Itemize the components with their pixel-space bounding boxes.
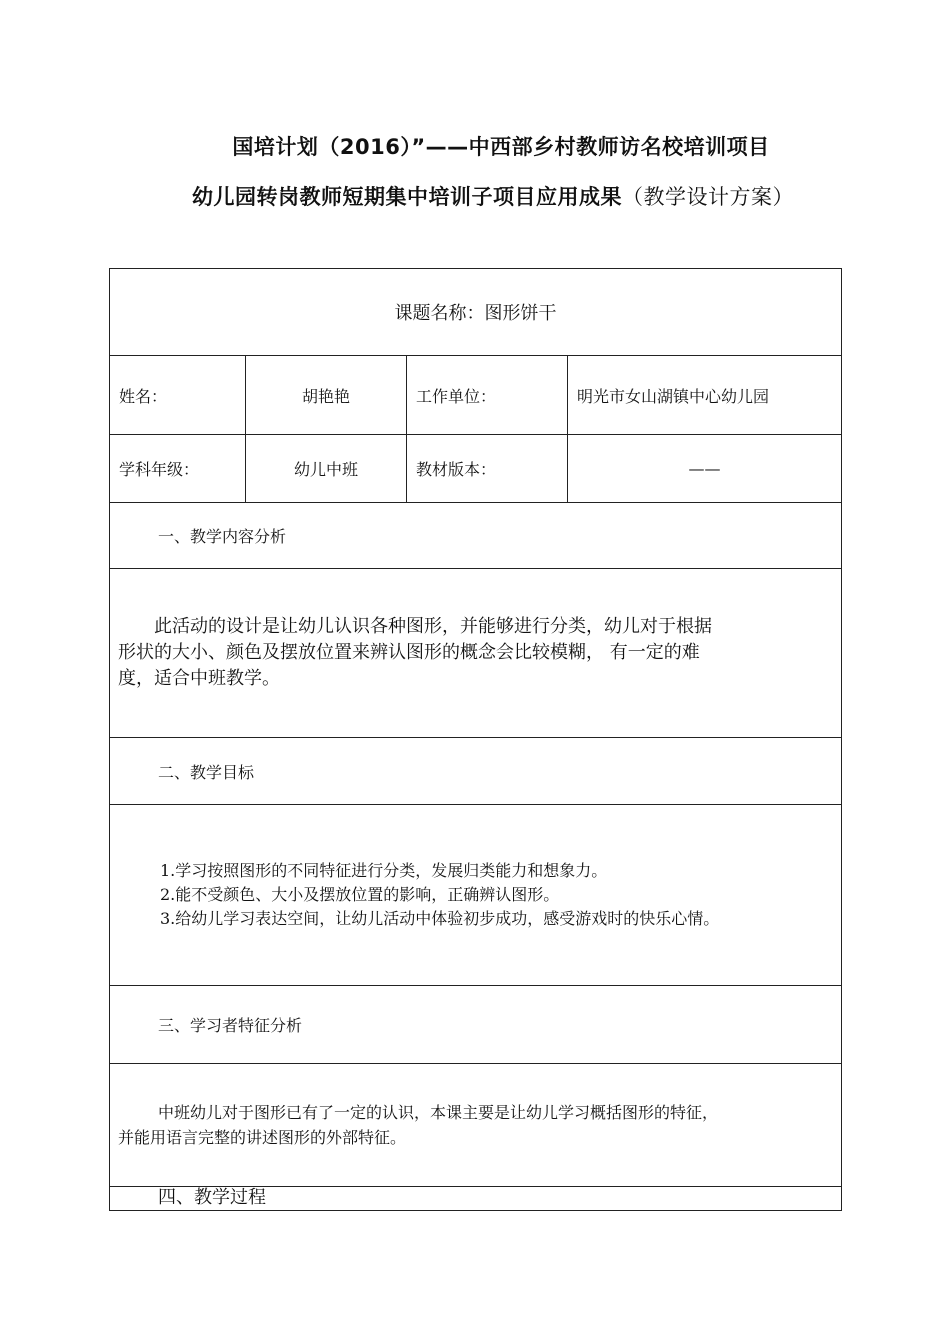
unit-value: 明光市女山湖镇中心幼儿园 [568,356,842,435]
title-normal-part: （教学设计方案） [622,185,794,209]
goal-item: 3.给幼儿学习表达空间，让幼儿活动中体验初步成功，感受游戏时的快乐心情。 [160,909,720,928]
grade-value: 幼儿中班 [246,435,407,503]
goal-item: 2.能不受颜色、大小及摆放位置的影响，正确辨认图形。 [160,885,560,904]
document-title-line1: 国培计划（2016）”——中西部乡村教师访名校培训项目 [232,135,770,159]
section4-title: 四、教学过程 [110,1187,842,1211]
edition-value: —— [568,435,842,503]
section2-title: 二、教学目标 [110,738,842,805]
section1-line1: 此活动的设计是让幼儿认识各种图形，并能够进行分类，幼儿对于根据 [154,616,712,637]
section3-line2: 并能用语言完整的讲述图形的外部特征。 [118,1128,407,1147]
name-value: 胡艳艳 [246,356,407,435]
section2-content [110,805,842,986]
section1-title: 一、教学内容分析 [110,503,842,569]
name-label: 姓名： [110,356,246,435]
goal-item: 1.学习按照图形的不同特征进行分类，发展归类能力和想象力。 [160,861,608,880]
unit-label: 工作单位： [407,356,568,435]
design-table [109,268,842,1211]
section3-content [110,1064,842,1187]
section3-line1: 中班幼儿对于图形已有了一定的认识，本课主要是让幼儿学习概括图形的特征， [158,1103,719,1122]
document-title-line2 [18,181,950,211]
title-bold-part: 幼儿园转岗教师短期集中培训子项目应用成果 [192,185,622,209]
subject-cell: 课题名称：图形饼干 [110,269,842,356]
edition-label: 教材版本： [407,435,568,503]
section1-line3: 度，适合中班教学。 [118,668,280,689]
section3-title: 三、学习者特征分析 [110,986,842,1064]
section1-line2: 形状的大小、颜色及摆放位置来辨认图形的概念会比较模糊， 有一定的难 [118,642,700,663]
section1-content [110,569,842,738]
grade-label: 学科年级： [110,435,246,503]
